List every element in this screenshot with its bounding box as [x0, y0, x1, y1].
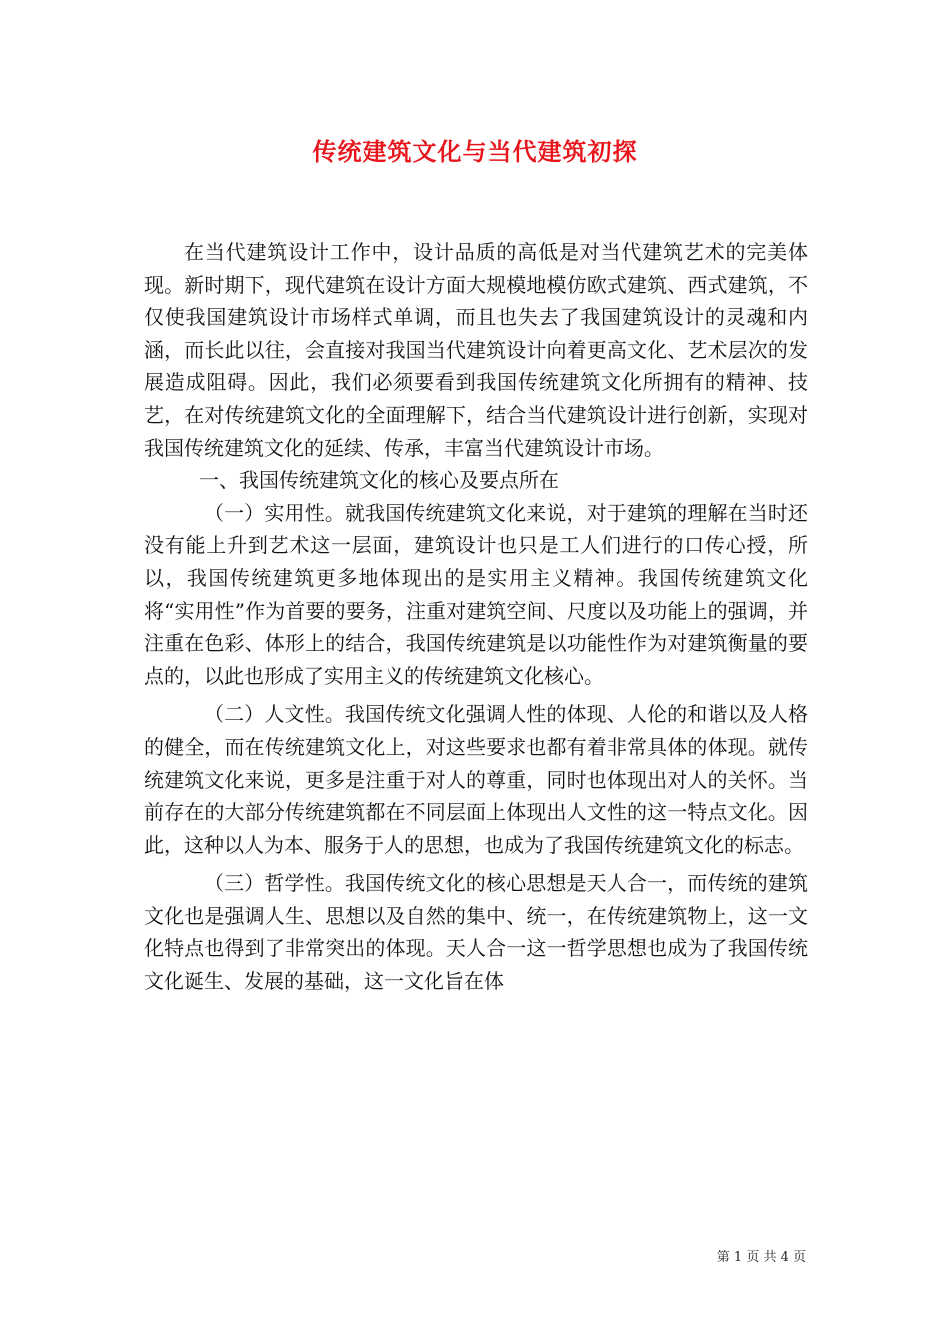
section-heading: 一、我国传统建筑文化的核心及要点所在 [199, 468, 559, 493]
point-practicality: （一）实用性。就我国传统建筑文化来说，对于建筑的理解在当时还没有能上升到艺术这一层面，建筑设计也只是工人们进行的口传心授，所以，我国传统建筑更多地体现出的是实用主义精神。我国传统建筑文化将“实用性”作为首要的要务，注重对建筑空间、尺度以及功能上的强调，并注重在色彩、体形上的结合，我国传统建筑是以功能性作为对建筑衡量的要点的，以此也形成了实用主义的传统建筑文化核心。 [144, 500, 808, 688]
point-humanism: （二）人文性。我国传统文化强调人性的体现、人伦的和谐以及人格的健全，而在传统建筑文化上，对这些要求也都有着非常具体的体现。就传统建筑文化来说，更多是注重于对人的尊重，同时也体现出对人的关怀。当前存在的大部分传统建筑都在不同层面上体现出人文性的这一特点文化。因此，这种以人为本、服务于人的思想，也成为了我国传统建筑文化的标志。 [144, 702, 808, 857]
document-body [144, 236, 808, 998]
point-philosophy: （三）哲学性。我国传统文化的核心思想是天人合一，而传统的建筑文化也是强调人生、思想以及自然的集中、统一，在传统建筑物上，这一文化特点也得到了非常突出的体现。天人合一这一哲学思想也成为了我国传统文化诞生、发展的基础，这一文化旨在体 [144, 871, 808, 994]
document-title: 传统建筑文化与当代建筑初探 [312, 137, 638, 166]
page-number: 第 1 页 共 4 页 [716, 1250, 806, 1265]
intro-paragraph: 在当代建筑设计工作中，设计品质的高低是对当代建筑艺术的完美体现。新时期下，现代建筑在设计方面大规模地模仿欧式建筑、西式建筑，不仅使我国建筑设计市场样式单调，而且也失去了我国建筑设计的灵魂和内涵，而长此以往，会直接对我国当代建筑设计向着更高文化、艺术层次的发展造成阻碍。因此，我们必须要看到我国传统建筑文化所拥有的精神、技艺，在对传统建筑文化的全面理解下，结合当代建筑设计进行创新，实现对我国传统建筑文化的延续、传承，丰富当代建筑设计市场。 [144, 240, 808, 460]
